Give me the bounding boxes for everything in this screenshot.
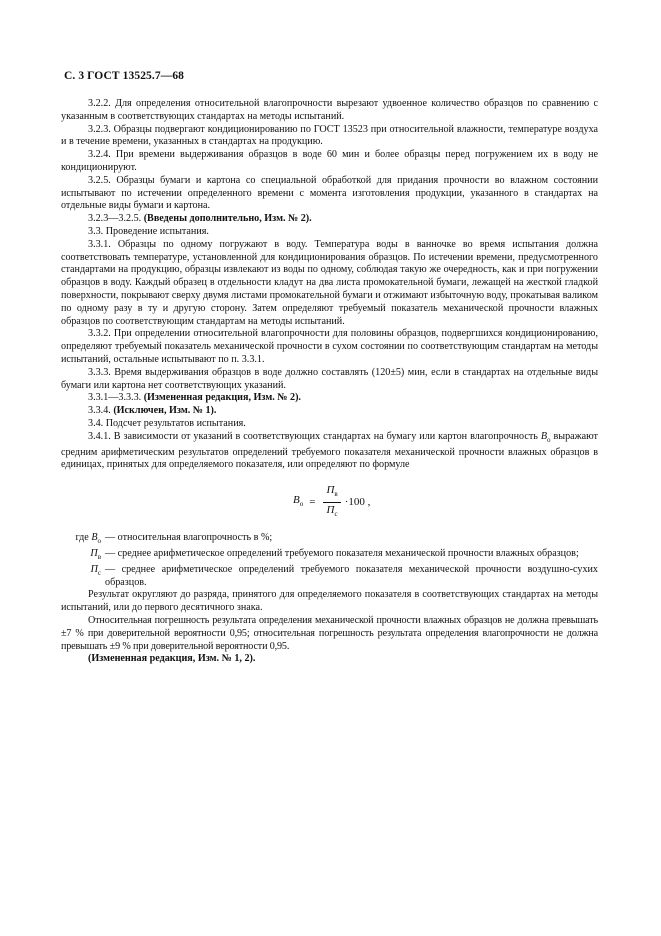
formula-multiplier: ·100 ,: [344, 496, 371, 509]
paragraph-3-3-3: 3.3.3. Время выдерживания образцов в воде должно составлять (120±5) мин, если в стандартах на отдельные виды бумаги или картона нет соответствующих указаний.: [61, 366, 598, 391]
definition-symbol: $П_с$: [90, 563, 101, 577]
amendment-ref-1: 3.2.3—3.2.5.: [88, 213, 142, 225]
paragraph-3-2-2: 3.2.2. Для определения относительной влагопрочности вырезают удвоенное количество образцов по сравнению с указанным в соответствующих стандартах на методы испытаний.: [61, 98, 598, 122]
formula-lhs: $В_о$: [293, 494, 304, 509]
paragraph-3-3-4-text: (Исключен, Изм. № 1).: [113, 405, 217, 417]
symbol-b0-inline: $В_о$: [540, 430, 551, 444]
definition-symbol: $П_в$: [90, 547, 101, 561]
paragraph-3-4-1: [61, 431, 598, 472]
amendment-text-3: (Измененная редакция, Изм. № 1, 2).: [88, 653, 256, 665]
page-header: С. 3 ГОСТ 13525.7—68: [64, 70, 185, 82]
definition-text: — относительная влагопрочность в %;: [105, 532, 273, 544]
amendment-note-1: [61, 213, 598, 226]
definition-symbol: где $В_о$: [75, 532, 101, 546]
amendment-note-3: [61, 653, 598, 666]
amendment-text-2: (Измененная редакция, Изм. № 2).: [143, 392, 301, 404]
paragraph-3-2-3: 3.2.3. Образцы подвергают кондиционированию по ГОСТ 13523 при относительной влажности, температуре воздуха и в течение времени, указанных в стандартах на продукцию.: [61, 123, 598, 148]
amendment-ref-2: 3.3.1—3.3.3.: [88, 392, 142, 404]
amendment-note-2: [61, 392, 598, 405]
formula-numerator: $П_в$: [323, 484, 340, 503]
paragraph-3-3-2: 3.3.2. При определении относительной влагопрочности для половины образцов, подвергшихся кондиционированию, определяют требуемый показатель механической прочности в сухом состоянии по соответствующим стандартам на методы испытаний, остальные испытывают по п. 3.3.1.: [61, 328, 598, 365]
document-body: [61, 98, 598, 666]
formula-denominator: $П_с$: [326, 504, 338, 519]
formula-definitions: [61, 532, 598, 589]
amendment-text-1: (Введены дополнительно, Изм. № 2).: [143, 213, 312, 225]
paragraph-3-2-5: 3.2.5. Образцы бумаги и картона со специальной обработкой для придания прочности во влажном состоянии испытывают по истечении определенного времени с момента изготовления продукции, указанного в стандартах на отдельные виды бумаги и картона.: [61, 174, 598, 212]
paragraph-error-limits: Относительная погрешность результата определения механической прочности влажных образцов не должна превышать ±7 % при доверительной вероятности 0,95; относительная погрешность результата определения влагопрочности не должна превышать ±9 % при доверительной вероятности 0,95.: [61, 614, 598, 652]
formula-equals: =: [309, 496, 316, 509]
paragraph-result-rounding: Результат округляют до разряда, принятого для определяемого показателя в соответствующих стандартах на методы испытаний, или до первого десятичного знака.: [61, 589, 598, 614]
formula: [293, 484, 370, 521]
formula-fraction: [323, 484, 340, 521]
paragraph-3-3-4: [61, 405, 598, 418]
definition-row: [61, 564, 598, 590]
definition-row: [61, 532, 598, 548]
formula-block: [61, 480, 598, 526]
definition-text: — среднее арифметическое определений требуемого показателя механической прочности влажных образцов;: [105, 547, 579, 559]
paragraph-3-4-1-part-a: 3.4.1. В зависимости от указаний в соответствующих стандартах на бумагу или картон влагопрочность: [88, 430, 538, 442]
paragraph-3-3-4-ref: 3.3.4.: [88, 405, 111, 417]
definition-row: [61, 548, 598, 564]
definition-text: — среднее арифметическое определений требуемого показателя механической прочности воздушно-сухих образцов.: [105, 563, 598, 588]
section-3-3-heading: 3.3. Проведение испытания.: [88, 225, 209, 237]
section-3-4-heading: 3.4. Подсчет результатов испытания.: [88, 417, 246, 429]
paragraph-3-4-1-part-b: выражают средним арифметическим результатов определений требуемого показателя механической прочности влажных образцов в единицах, принятых для определяемого показателя, или определяют по формуле: [61, 430, 598, 471]
paragraph-3-2-4: 3.2.4. При времени выдерживания образцов в воде 60 мин и более образцы перед погружением их в воду не кондиционируют.: [61, 149, 598, 173]
paragraph-3-3-1: 3.3.1. Образцы по одному погружают в воду. Температура воды в ванночке во время испытания должна соответствовать температуре, установленной для кондиционирования образцов. По истечении времени, предусмотренного стандартами на продукцию, образцы извлекают из воды по одному, соблюдая такую же очередность, как и при погружении образцов в воду. Каждый образец в отдельности кладут на два листа промокательной бумаги, лежащей на жесткой гладкой поверхности, покрывают сверху двумя листами промокательной бумаги и отжимают избыточную воду, прокатывая валиком по одному разу в ту и другую сторону. Затем определяют требуемый показатель механической прочности влажных образцов по соответствующим стандартам на методы испытаний.: [61, 238, 598, 327]
